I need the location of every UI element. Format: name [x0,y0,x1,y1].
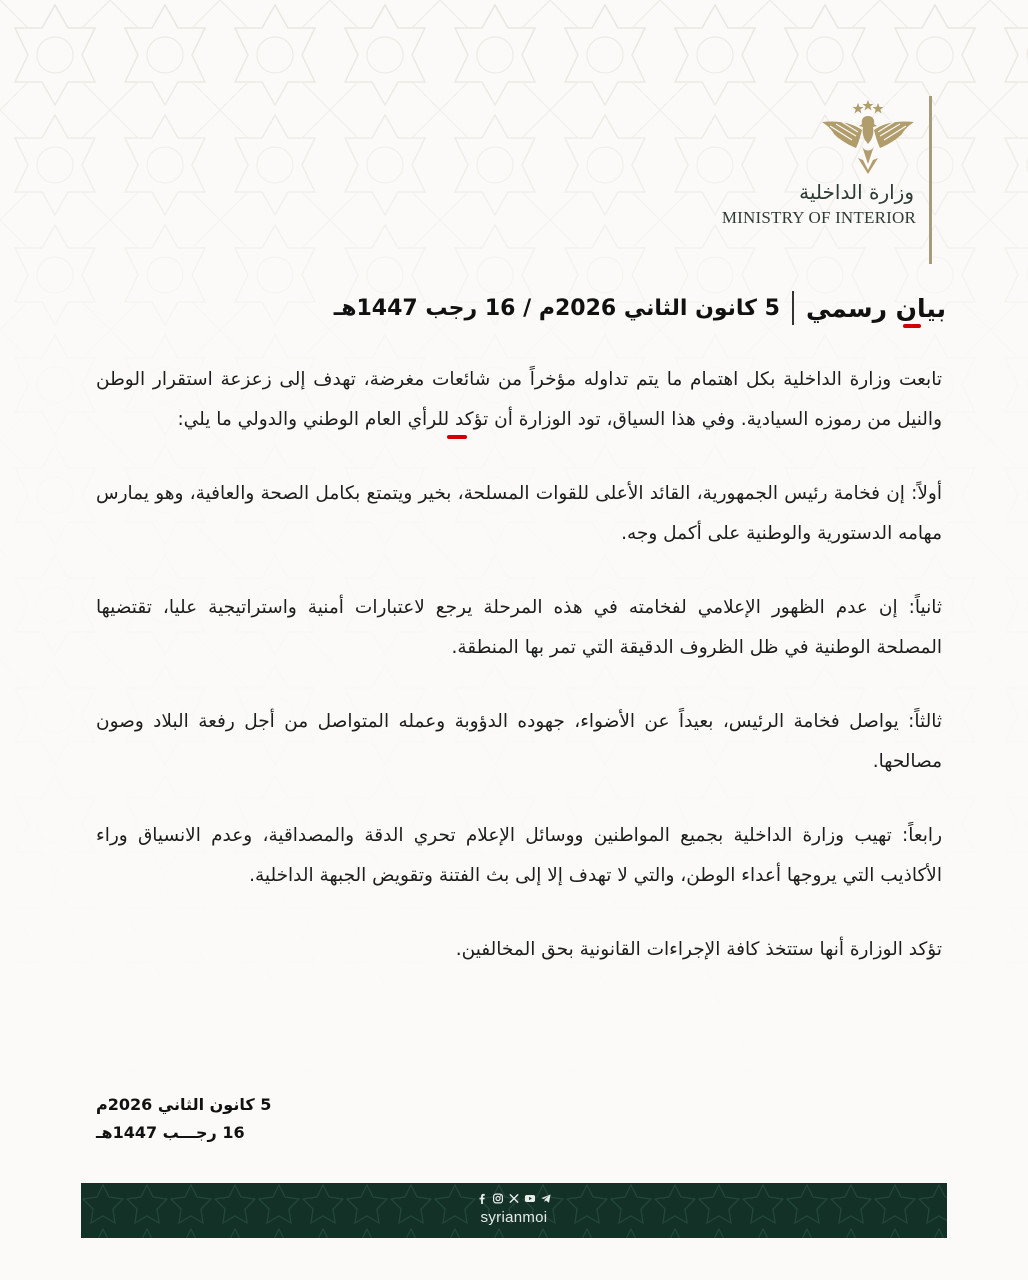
statement-date: 5 كانون الثاني 2026م / 16 رجب 1447هـ [333,295,780,321]
social-icons [477,1193,552,1204]
eagle-emblem-icon [818,100,918,180]
red-underline-mark [447,435,467,439]
point-3-paragraph: ثالثاً: يواصل فخامة الرئيس، بعيداً عن الأضواء، جهوده الدؤوبة وعمله المتواصل من أجل رفعة البلاد وصون مصالحها. [96,711,942,772]
gregorian-date: 5 كانون الثاني 2026م [96,1095,272,1114]
header-divider [929,96,932,264]
point-4-paragraph: رابعاً: تهيب وزارة الداخلية بجميع المواطنين ووسائل الإعلام تحري الدقة والمصداقية، وعدم الانسياق وراء الأكاذيب التي يروجها أعداء الوطن، والتي لا تهدف إلا إلى بث الفتنة وتقويض الجبهة الداخلية. [96,825,942,886]
title-separator [792,291,794,325]
telegram-icon[interactable] [541,1193,552,1204]
hijri-date: 16 رجـــب 1447هـ [96,1123,245,1142]
x-icon[interactable] [509,1193,520,1204]
facebook-icon[interactable] [477,1193,488,1204]
closing-paragraph: تؤكد الوزارة أنها ستتخذ كافة الإجراءات القانونية بحق المخالفين. [455,939,942,960]
social-handle[interactable]: syrianmoi [480,1209,548,1226]
statement-title: بيان رسمي [805,293,946,323]
instagram-icon[interactable] [493,1193,504,1204]
point-2-paragraph: ثانياً: إن عدم الظهور الإعلامي لفخامته في هذه المرحلة يرجع لاعتبارات أمنية واستراتيجية عليا، تقتضيها المصلحة الوطنية في ظل الظروف الدقيقة التي تمر بها المنطقة. [96,597,942,658]
youtube-icon[interactable] [525,1193,536,1204]
statement-title-row [334,288,946,328]
ministry-header [692,96,932,266]
footer-bar [81,1183,947,1238]
ministry-name-english: MINISTRY OF INTERIOR [721,208,916,227]
ministry-name-arabic: وزارة الداخلية [799,180,914,204]
point-1-paragraph: أولاً: إن فخامة رئيس الجمهورية، القائد الأعلى للقوات المسلحة، بخير ويتمتع بكامل الصحة والعافية، وهو يمارس مهامه الدستورية والوطنية على أكمل وجه. [96,483,942,544]
intro-paragraph: تابعت وزارة الداخلية بكل اهتمام ما يتم تداوله مؤخراً من شائعات مغرضة، تهدف إلى زعزعة استقرار الوطن والنيل من رموزه السيادية. وفي هذا السياق، تود الوزارة أن تؤكد للرأي العام الوطني والدولي ما يلي: [96,369,942,430]
red-underline-mark [903,324,921,328]
